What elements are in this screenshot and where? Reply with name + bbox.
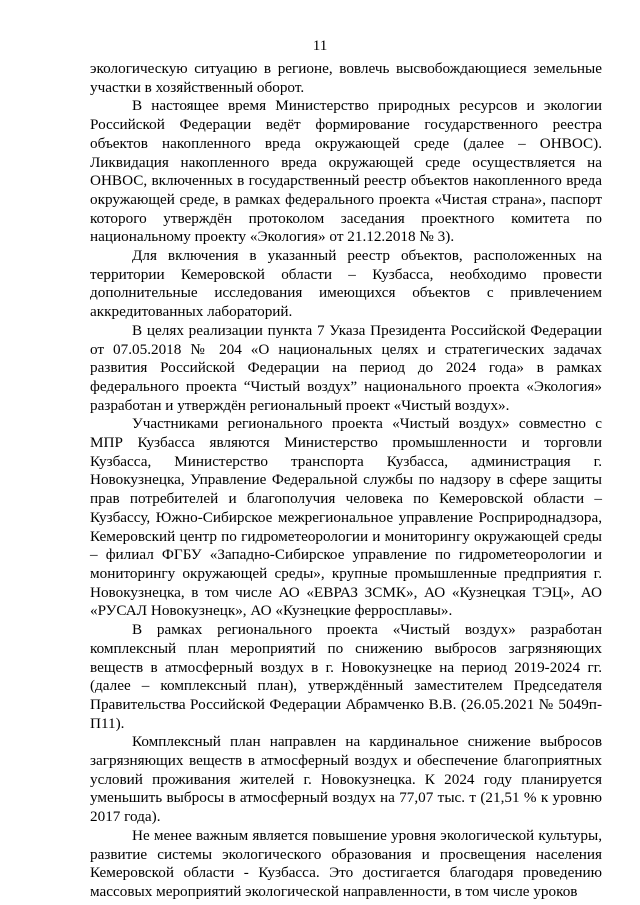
- paragraph-complex-plan: В рамках регионального проекта «Чистый воздух» разработан комплексный план мероприятий по снижению выбросов загрязняющих веществ в атмосферный воздух в г. Новокузнецке на период 2019-2024 гг. (далее – комплексный план), утверждённый заместителем Председателя Правительства Российской Федерации Абрамченко В.В. (26.05.2021 № 5049п-П11).: [90, 621, 602, 732]
- paragraph-continuation: экологическую ситуацию в регионе, вовлечь высвобождающиеся земельные участки в хозяйственный оборот.: [90, 60, 602, 96]
- paragraph-onvos-registry: В настоящее время Министерство природных ресурсов и экологии Российской Федерации ведёт формирование государственного реестра объектов накопленного вреда окружающей среде (далее – ОНВОС). Ликвидация накопленного вреда окружающей среде осуществляется на ОНВОС, включенных в государственный реестр объектов накопленного вреда окружающей среде, в рамках федерального проекта «Чистая страна», паспорт которого утверждён протоколом заседания проектного комитета по национальному проекту «Экология» от 21.12.2018 № 3).: [90, 97, 602, 246]
- body-text: [90, 60, 602, 902]
- paragraph-decree-implementation: В целях реализации пункта 7 Указа Президента Российской Федерации от 07.05.2018 № 204 «О национальных целях и стратегических задачах развития Российской Федерации на период до 2024 года» в рамках федерального проекта “Чистый воздух” национального проекта «Экология» разработан и утверждён региональный проект «Чистый воздух».: [90, 321, 602, 414]
- paragraph-ecological-culture: Не менее важным является повышение уровня экологической культуры, развитие системы экологического образования и просвещения населения Кемеровской области - Кузбасса. Это достигается благодаря проведению массовых мероприятий экологической направленности, в том числе уроков: [90, 826, 602, 900]
- paragraph-project-participants: Участниками регионального проекта «Чистый воздух» совместно с МПР Кузбасса являются Министерство промышленности и торговли Кузбасса, Министерство транспорта Кузбасса, администрация г. Новокузнецка, Управление Федеральной службы по надзору в сфере защиты прав потребителей и благополучия человека по Кемеровской области – Кузбассу, Южно-Сибирское межрегиональное управление Росприроднадзора, Кемеровский центр по гидрометеорологии и мониторингу окружающей среды – филиал ФГБУ «Западно-Сибирское управление по гидрометеорологии и мониторингу окружающей среды», крупные промышленные предприятия г. Новокузнецка, в том числе АО «ЕВРАЗ ЗСМК», АО «Кузнецкая ТЭЦ», АО «РУСАЛ Новокузнецк», АО «Кузнецкие ферросплавы».: [90, 415, 602, 620]
- page-number: 11: [312, 37, 328, 54]
- paragraph-plan-goals: Комплексный план направлен на кардинальное снижение выбросов загрязняющих веществ в атмосферный воздух и обеспечение благоприятных условий проживания жителей г. Новокузнецка. К 2024 году планируется уменьшить выбросы в атмосферный воздух на 77,07 тыс. т (21,51 % к уровню 2017 года).: [90, 733, 602, 826]
- paragraph-registry-inclusion: Для включения в указанный реестр объектов, расположенных на территории Кемеровской области – Кузбасса, необходимо провести дополнительные исследования имеющихся объектов с привлечением аккредитованных лабораторий.: [90, 247, 602, 321]
